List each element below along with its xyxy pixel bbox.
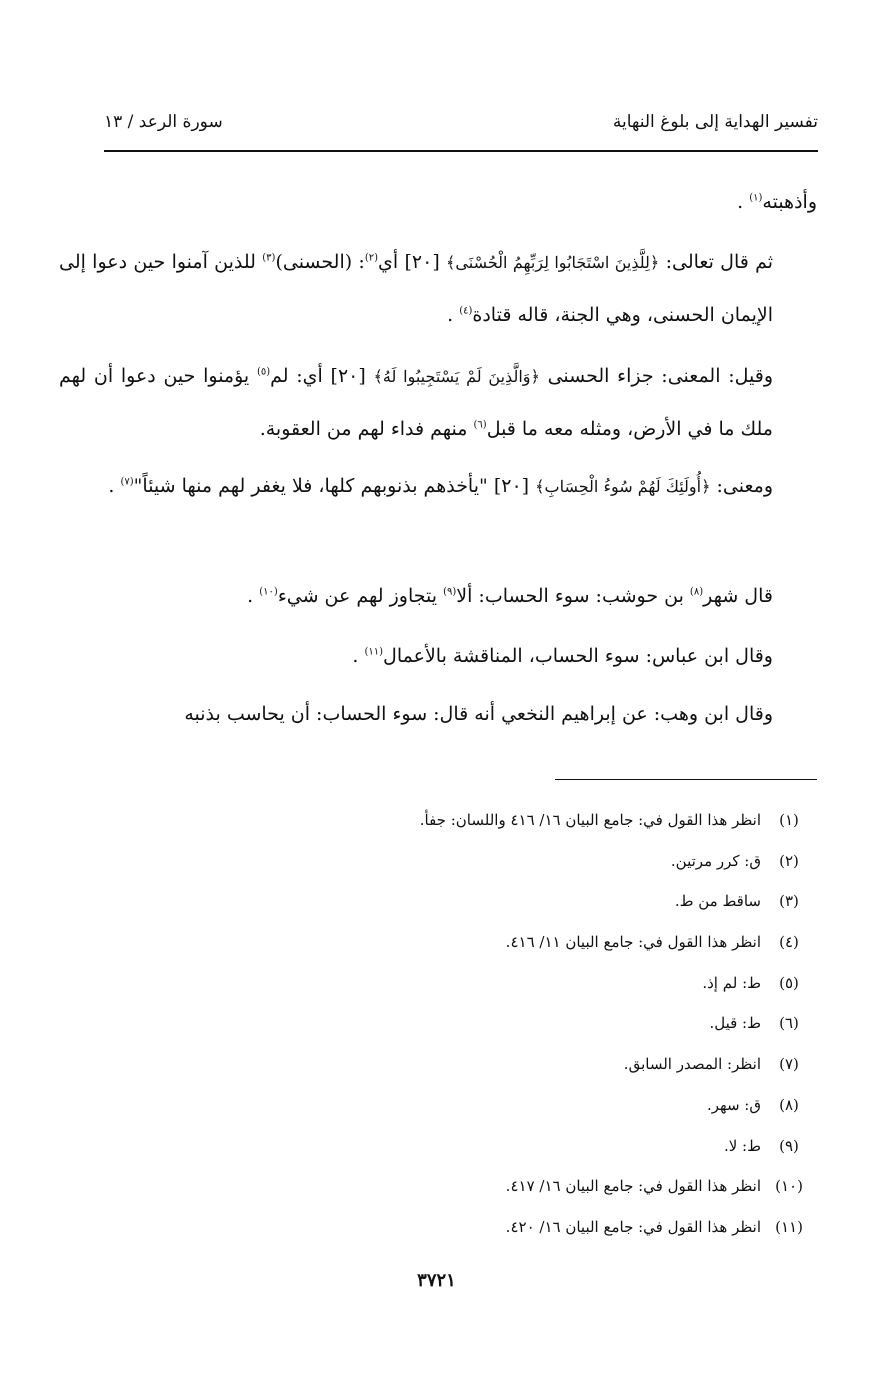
footnote-text: انظر: المصدر السابق. <box>623 1055 761 1074</box>
running-header <box>104 112 818 146</box>
footnote-text: ط: قيل. <box>709 1014 761 1033</box>
text: . <box>447 304 454 326</box>
footnote-ref: (١١) <box>364 646 384 658</box>
footnote <box>103 1003 817 1044</box>
footnote-text: ق: كرر مرتين. <box>670 851 761 870</box>
footnote-text: ط: لا. <box>723 1136 761 1155</box>
verse-ref: [٢٠] <box>493 475 530 497</box>
text: . <box>108 475 115 497</box>
footnote-ref: (٥) <box>256 366 271 378</box>
footnote-ref: (٤) <box>459 305 473 317</box>
footnote-text: انظر هذا القول في: جامع البيان ١٦/ ٤١٦ واللسان: جفأ. <box>419 811 761 829</box>
footnote-text: ق: سهر. <box>707 1095 761 1114</box>
footnote-number: (١) <box>779 811 799 829</box>
text: وقال ابن عباس: سوء الحساب، المناقشة بالأعمال <box>383 645 773 667</box>
text: ومعنى: <box>716 475 773 497</box>
footnote-ref: (٣) <box>262 252 276 264</box>
quran-verse: ﴿وَالَّذِينَ لَمْ يَسْتَجِيبُوا لَهُ﴾ <box>373 367 540 386</box>
text: ثم قال تعالى: <box>665 251 774 273</box>
footnote-number: (١٠) <box>775 1177 803 1196</box>
footnote-ref: (٦) <box>473 419 487 431</box>
footnote <box>103 1085 817 1126</box>
paragraph-6 <box>59 630 817 682</box>
paragraph-4 <box>59 460 817 513</box>
footnote-number: (٤) <box>779 933 799 952</box>
text: : (الحسنى) <box>275 251 365 273</box>
text: بن حوشب: سوء الحساب: ألا <box>456 585 684 607</box>
verse-ref: [٢٠] <box>330 365 366 387</box>
text: للذين آمنوا حين دعوا إلى الإيمان الحسنى، وهي الجنة، قاله قتادة <box>59 251 773 326</box>
footnote <box>103 1166 817 1207</box>
page-number: ٣٧٢١ <box>417 1270 456 1291</box>
footnote-number: (٣) <box>779 892 799 911</box>
text: أي <box>378 251 399 273</box>
footnote <box>103 922 817 963</box>
text: أي: لم <box>270 365 323 387</box>
text: منهم فداء لهم من العقوبة. <box>259 418 468 440</box>
footnote <box>103 881 817 922</box>
paragraph-1 <box>103 176 817 228</box>
text: . <box>737 191 744 213</box>
text: يتجاوز لهم عن شيء <box>277 585 438 607</box>
footnote-rule <box>555 779 817 780</box>
text: يؤمنوا حين دعوا أن لهم ملك ما في الأرض، ومثله معه ما قبل <box>59 365 773 440</box>
quran-verse: ﴿لِلَّذِينَ اسْتَجَابُوا لِرَبِّهِمُ الْحُسْنَى﴾ <box>446 253 660 272</box>
header-rule <box>104 150 818 152</box>
text: . <box>247 585 254 607</box>
paragraph-3 <box>59 350 817 455</box>
surah-title: سورة الرعد / ١٣ <box>104 112 223 132</box>
footnote-text: انظر هذا القول في: جامع البيان ١١/ ٤١٦. <box>505 933 761 952</box>
paragraph-7 <box>59 688 817 740</box>
text: وأذهبته <box>762 191 817 213</box>
footnote <box>103 1044 817 1085</box>
text: قال شهر <box>703 585 773 607</box>
footnote-ref: (٨) <box>689 586 704 598</box>
text: وقيل: المعنى: جزاء الحسنى <box>547 365 773 387</box>
text: . <box>352 645 359 667</box>
footnotes-list <box>103 800 817 1248</box>
quran-verse: ﴿أُولَئِكَ لَهُمْ سُوءُ الْحِسَابِ﴾ <box>535 477 711 496</box>
footnote <box>103 1207 817 1248</box>
footnote <box>103 1126 817 1167</box>
footnote-text: ط: لم إذ. <box>702 973 761 992</box>
footnote <box>103 963 817 1004</box>
footnote-text: ساقط من ط. <box>674 892 761 911</box>
footnote-ref: (٩) <box>443 586 457 598</box>
footnote-text: انظر هذا القول في: جامع البيان ١٦/ ٤٢٠. <box>505 1217 761 1236</box>
footnote-number: (٢) <box>779 851 799 870</box>
verse-ref: [٢٠] <box>404 251 440 273</box>
footnote-number: (٦) <box>779 1014 799 1033</box>
text: وقال ابن وهب: عن إبراهيم النخعي أنه قال: سوء الحساب: أن يحاسب بذنبه <box>184 703 773 725</box>
footnote-number: (٨) <box>779 1095 799 1114</box>
footnote-number: (١١) <box>775 1217 803 1236</box>
footnote-number: (٧) <box>779 1055 799 1074</box>
footnote-ref: (١٠) <box>259 586 278 598</box>
footnote-ref: (٧) <box>120 476 134 488</box>
paragraph-5 <box>59 570 817 622</box>
paragraph-2 <box>59 236 817 341</box>
footnote <box>103 800 817 841</box>
footnote-number: (٩) <box>779 1136 799 1155</box>
footnote-ref: (٢) <box>364 252 379 264</box>
footnote-text: انظر هذا القول في: جامع البيان ١٦/ ٤١٧. <box>505 1177 761 1196</box>
footnote-ref: (١) <box>749 192 763 204</box>
text: "يأخذهم بذنوبهم كلها، فلا يغفر لهم منها شيئاً" <box>133 475 488 497</box>
book-title: تفسير الهداية إلى بلوغ النهاية <box>612 112 818 132</box>
footnote <box>103 841 817 882</box>
footnote-number: (٥) <box>779 973 799 992</box>
